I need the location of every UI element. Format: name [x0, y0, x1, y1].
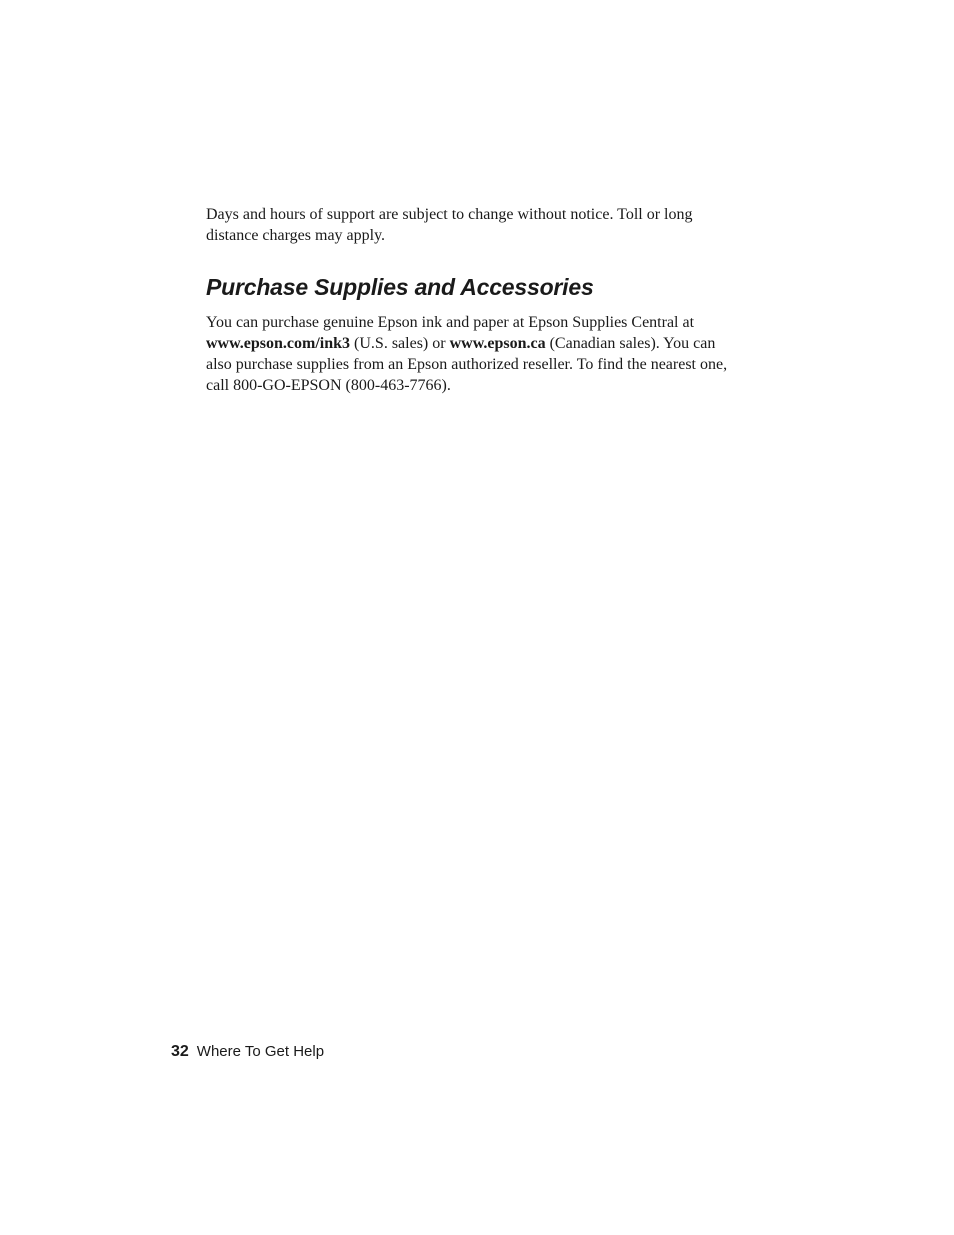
support-hours-paragraph — [206, 204, 766, 246]
purchase-line-4: call 800-GO-EPSON (800-463-7766). — [206, 377, 451, 394]
canadian-sales-text: (Canadian sales). You can — [545, 335, 716, 352]
section-heading: Purchase Supplies and Accessories — [206, 274, 594, 300]
epson-ca-url: www.epson.ca — [449, 335, 546, 352]
page-number: 32 — [171, 1043, 189, 1060]
support-hours-line-2: distance charges may apply. — [206, 227, 386, 244]
page-footer — [171, 1042, 324, 1062]
epson-us-url: www.epson.com/ink3 — [206, 335, 351, 352]
purchase-line-1: You can purchase genuine Epson ink and paper at Epson Supplies Central at — [206, 314, 695, 331]
footer-section-title: Where To Get Help — [196, 1043, 325, 1060]
purchase-line-3: also purchase supplies from an Epson authorized reseller. To find the nearest one, — [206, 356, 728, 373]
us-sales-text: (U.S. sales) or — [350, 335, 450, 352]
support-hours-line-1: Days and hours of support are subject to change without notice. Toll or long — [206, 206, 693, 223]
purchase-supplies-paragraph — [206, 312, 766, 396]
